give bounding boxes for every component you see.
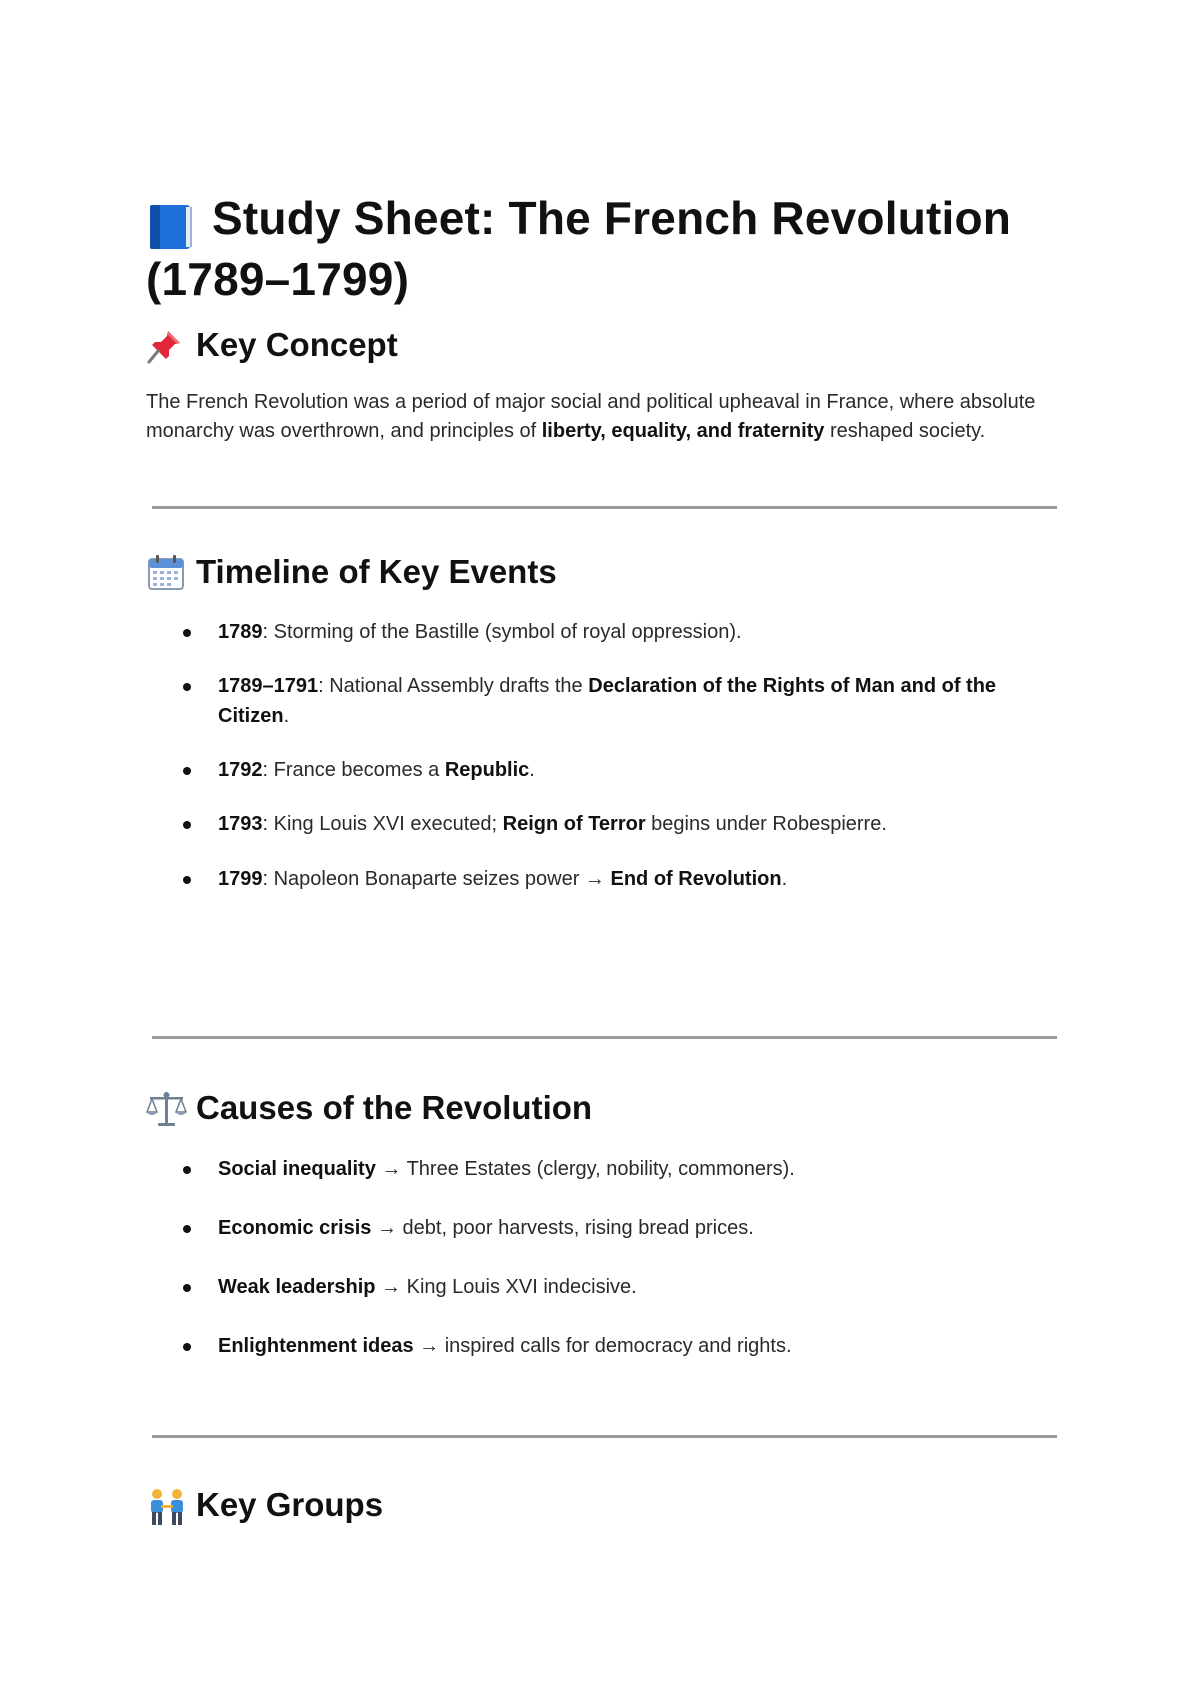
list-item: Enlightenment ideas → inspired calls for democracy and rights. (146, 1331, 1056, 1361)
heading-key-concept-text: Key Concept (196, 326, 398, 363)
list-item: 1789–1791: National Assembly drafts the Declaration of the Rights of Man and of the Citizen. (146, 671, 1056, 731)
list-item: Weak leadership → King Louis XVI indecisive. (146, 1272, 1056, 1302)
bullet-icon (183, 1343, 191, 1351)
heading-timeline-text: Timeline of Key Events (196, 553, 557, 590)
heading-timeline (146, 552, 557, 592)
bullet-icon (183, 767, 191, 775)
list-item: 1799: Napoleon Bonaparte seizes power → End of Revolution. (146, 864, 1056, 894)
heading-causes (146, 1088, 592, 1128)
key-concept-bold: liberty, equality, and fraternity (541, 420, 825, 442)
list-item: Social inequality → Three Estates (clergy, nobility, commoners). (146, 1154, 1056, 1184)
pushpin-icon (146, 325, 190, 365)
key-concept-paragraph: The French Revolution was a period of major social and political upheaval in France, where absolute monarchy was overthrown, and principles of liberty, equality, and fraternity reshaped society. (146, 391, 1036, 442)
bullet-icon (183, 1166, 191, 1174)
list-item: 1792: France becomes a Republic. (146, 755, 1056, 785)
bullet-icon (183, 1284, 191, 1292)
bullet-icon (183, 876, 191, 884)
bullet-icon (183, 821, 191, 829)
blue-book-icon (146, 197, 206, 247)
calendar-icon (146, 552, 190, 592)
balance-scale-icon (146, 1088, 190, 1128)
list-item: 1789: Storming of the Bastille (symbol of royal oppression). (146, 617, 1056, 647)
list-item: 1793: King Louis XVI executed; Reign of Terror begins under Robespierre. (146, 809, 1056, 839)
heading-key-concept (146, 325, 398, 365)
section-divider (152, 1036, 1057, 1039)
people-holding-hands-icon (146, 1485, 190, 1525)
bullet-icon (183, 1225, 191, 1233)
bullet-icon (183, 629, 191, 637)
section-divider (152, 1435, 1057, 1438)
causes-list (146, 1154, 1056, 1361)
heading-causes-text: Causes of the Revolution (196, 1089, 593, 1126)
page-title-text: Study Sheet: The French Revolution (1789–1799) (146, 192, 1012, 305)
heading-key-groups (146, 1485, 383, 1525)
page-title (146, 188, 1056, 310)
bullet-icon (183, 683, 191, 691)
heading-key-groups-text: Key Groups (196, 1486, 384, 1523)
timeline-list (146, 617, 1056, 894)
list-item: Economic crisis → debt, poor harvests, rising bread prices. (146, 1213, 1056, 1243)
section-divider (152, 506, 1057, 509)
